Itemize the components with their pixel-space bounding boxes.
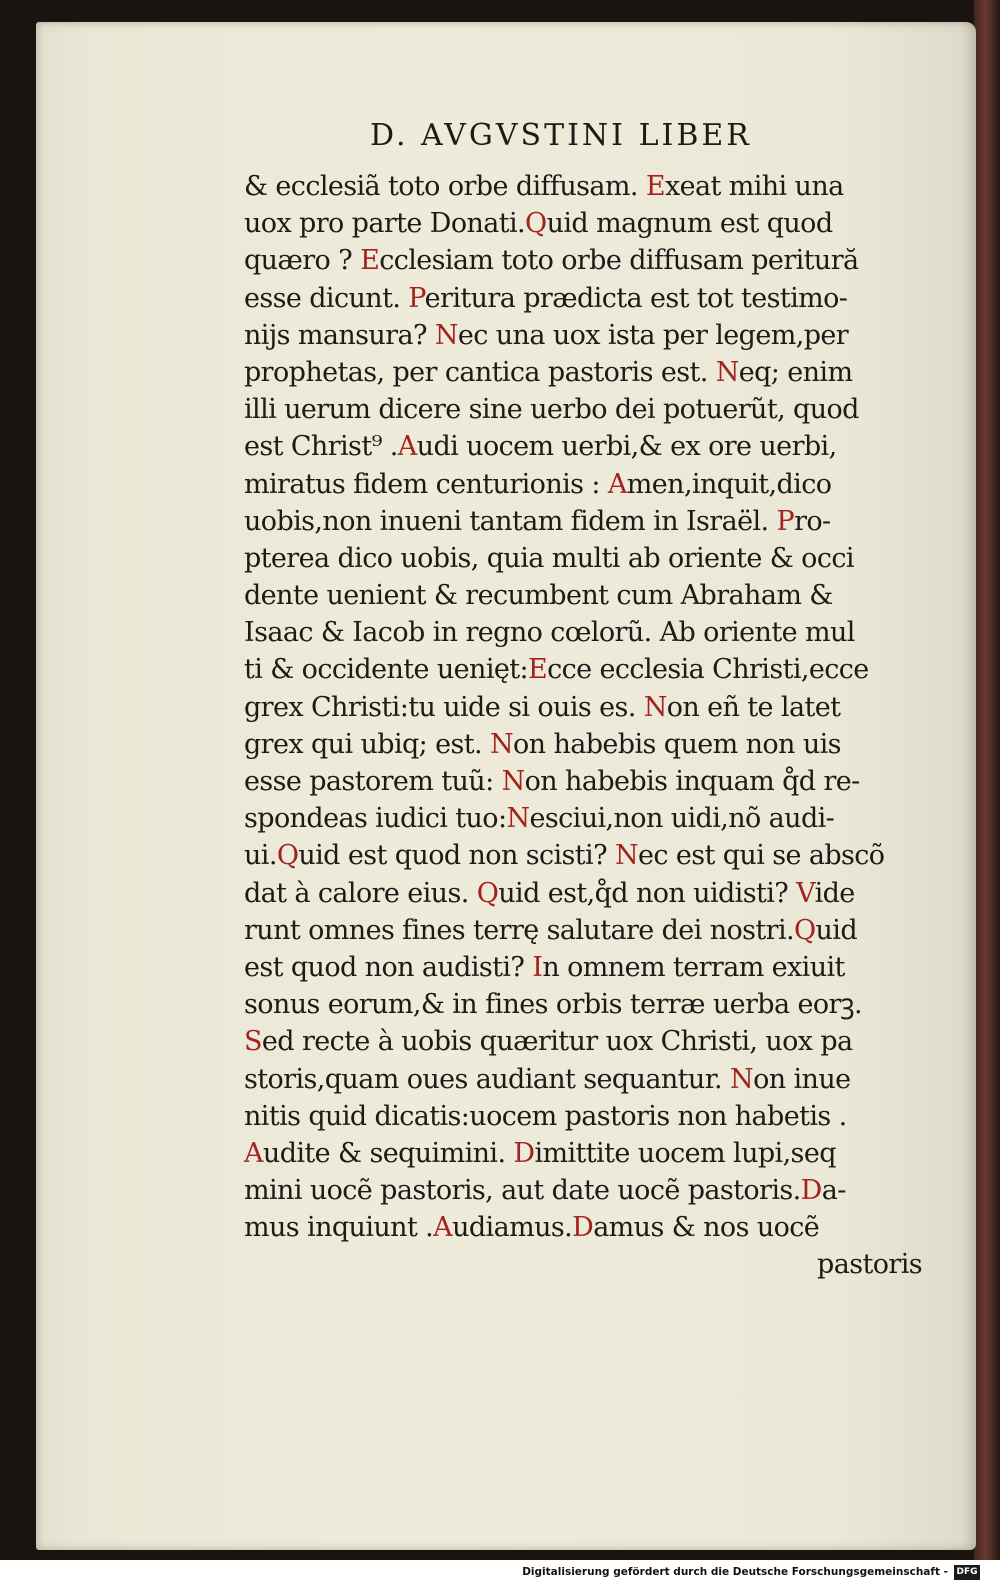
text-segment: esse pastorem tuũ: (244, 766, 502, 797)
rubricated-initial: N (434, 319, 458, 351)
rubricated-initial: Q (525, 208, 547, 240)
text-segment: ti & occidente uenięt: (244, 654, 528, 686)
text-segment: esse dicunt. (244, 282, 409, 314)
text-line (244, 428, 924, 465)
text-segment: grex qui ubiq; est. (244, 728, 490, 760)
text-line (244, 763, 924, 800)
text-segment: runt omnes fines terrę salutare dei nostri. (244, 914, 794, 946)
text-line (244, 317, 924, 354)
text-segment: n omnem terram exiuit (542, 951, 845, 983)
text-line (244, 1172, 924, 1209)
text-segment: prophetas, per cantica pastoris est. (244, 356, 716, 388)
text-segment: udiamus. (452, 1212, 573, 1244)
text-segment: uid magnum est quod (546, 208, 833, 240)
text-line (244, 391, 924, 428)
rubricated-initial: E (645, 171, 665, 202)
text-segment: esciui,non uidi,nõ audi- (529, 803, 835, 835)
text-line (244, 577, 924, 614)
text-segment: est quod non audisti? (244, 951, 533, 983)
text-line (244, 875, 924, 912)
dfg-logo: DFG (954, 1565, 980, 1580)
text-segment: est Christ⁹ . (244, 431, 398, 463)
text-segment: on habebis inquam q̊d re- (524, 766, 860, 797)
text-line (244, 168, 924, 205)
rubricated-initial: D (572, 1212, 594, 1244)
text-segment: eq; enim (738, 356, 853, 388)
text-line (244, 1023, 924, 1060)
text-segment: Isaac & Iacob in regno cœlorũ. Ab oriente mul (244, 617, 855, 649)
rubricated-initial: P (776, 505, 795, 537)
text-segment: uox pro parte Donati. (244, 208, 526, 240)
text-segment: miratus fidem centurionis : (244, 468, 608, 500)
text-line (244, 540, 924, 577)
text-segment: on habebis quem non uis (513, 728, 841, 760)
text-segment: illi uerum dicere sine uerbo dei potuerũt, quod (244, 394, 859, 426)
rubricated-initial: N (730, 1063, 754, 1095)
rubricated-initial: E (360, 245, 380, 277)
text-segment: spondeas iudici tuo: (244, 803, 507, 835)
text-segment: eritura prædicta est tot testimo- (424, 282, 848, 314)
rubricated-initial: Q (793, 914, 816, 946)
text-segment: a- (821, 1175, 846, 1207)
rubricated-initial: A (397, 431, 417, 463)
text-line (244, 726, 924, 763)
text-line (244, 651, 924, 688)
rubricated-initial: D (800, 1175, 822, 1207)
text-segment: ide (814, 877, 855, 909)
text-segment: cce ecclesia Christi,ecce (547, 654, 869, 686)
text-segment: men,inquit,dico (626, 468, 832, 500)
rubricated-initial: N (506, 803, 530, 835)
text-segment: & ecclesiã toto orbe diffusam. (244, 171, 646, 202)
rubricated-initial: N (715, 356, 739, 388)
text-segment: ui. (244, 840, 277, 872)
text-line (244, 242, 924, 279)
text-segment: sonus eorum,& in fines orbis terræ uerba eorꝫ. (244, 989, 862, 1021)
text-segment: ec una uox ista per legem,per (457, 319, 849, 351)
text-segment: storis,quam oues audiant sequantur. (244, 1063, 731, 1095)
text-line (244, 800, 924, 837)
text-segment: ed recte à uobis quæritur uox Christi, uox pa (261, 1026, 853, 1058)
rubricated-initial: I (532, 951, 543, 983)
text-segment: ec est qui se abscõ (637, 840, 885, 872)
text-segment: uid (815, 914, 858, 946)
text-line (244, 1061, 924, 1098)
catchword: pastoris (817, 1249, 922, 1281)
text-segment: nitis quid dicatis:uocem pastoris non habetis . (244, 1100, 847, 1132)
text-segment: mus inquiunt . (244, 1212, 434, 1244)
text-segment: cclesiam toto orbe diffusam peritură (379, 245, 859, 277)
text-segment: uobis,non inueni tantam fidem in Israël. (244, 505, 777, 537)
text-line (244, 503, 924, 540)
text-line (244, 1135, 924, 1172)
text-segment: uid est,q̊d non uidisti? (498, 877, 797, 909)
text-line (244, 1209, 924, 1246)
text-segment: imittite uocem lupi,seq (534, 1137, 836, 1169)
footer-credit: Digitalisierung gefördert durch die Deutsche Forschungsgemeinschaft - (522, 1566, 948, 1578)
rubricated-initial: N (643, 691, 667, 723)
text-segment: dat à calore eius. (244, 877, 477, 909)
rubricated-initial: A (244, 1137, 263, 1169)
text-line (244, 837, 924, 874)
text-segment: dente uenient & recumbent cum Abraham & (244, 580, 833, 612)
text-line (244, 949, 924, 986)
text-segment: amus & nos uocẽ (593, 1212, 820, 1244)
text-segment: udite & sequimini. (262, 1137, 514, 1169)
text-line (244, 1098, 924, 1135)
text-line (244, 205, 924, 242)
book-binding-edge (974, 0, 1000, 1560)
text-segment: grex Christi:tu uide si ouis es. (244, 691, 644, 723)
text-segment: quæro ? (244, 245, 361, 277)
rubricated-initial: N (490, 728, 514, 760)
rubricated-initial: V (796, 877, 815, 909)
text-line (244, 466, 924, 503)
rubricated-initial: N (501, 766, 525, 797)
rubricated-initial: Q (276, 840, 299, 872)
text-segment: pterea dico uobis, quia multi ab oriente & occi (244, 542, 854, 574)
rubricated-initial: P (408, 282, 425, 314)
text-segment: uid est quod non scisti? (298, 840, 615, 872)
rubricated-initial: Q (476, 877, 499, 909)
rubricated-initial: D (513, 1137, 535, 1169)
text-segment: mini uocẽ pastoris, aut date uocẽ pastoris. (244, 1175, 801, 1207)
text-segment: on inue (753, 1063, 851, 1095)
text-line (244, 986, 924, 1023)
text-line (244, 689, 924, 726)
text-segment: on eñ te latet (666, 691, 841, 723)
text-segment: xeat mihi una (664, 171, 844, 202)
text-segment: ro- (794, 505, 831, 537)
rubricated-initial: S (244, 1026, 262, 1058)
rubricated-initial: A (607, 468, 627, 500)
text-block (244, 168, 924, 1284)
rubricated-initial: N (614, 840, 638, 872)
text-line (244, 354, 924, 391)
running-head: D. AVGVSTINI LIBER (370, 118, 752, 153)
text-segment: udi uocem uerbi,& ex ore uerbi, (416, 431, 837, 463)
text-line (244, 280, 924, 317)
text-line (244, 614, 924, 651)
rubricated-initial: A (433, 1212, 453, 1244)
text-segment: nijs mansura? (244, 319, 435, 351)
text-line (244, 912, 924, 949)
rubricated-initial: E (528, 654, 548, 686)
